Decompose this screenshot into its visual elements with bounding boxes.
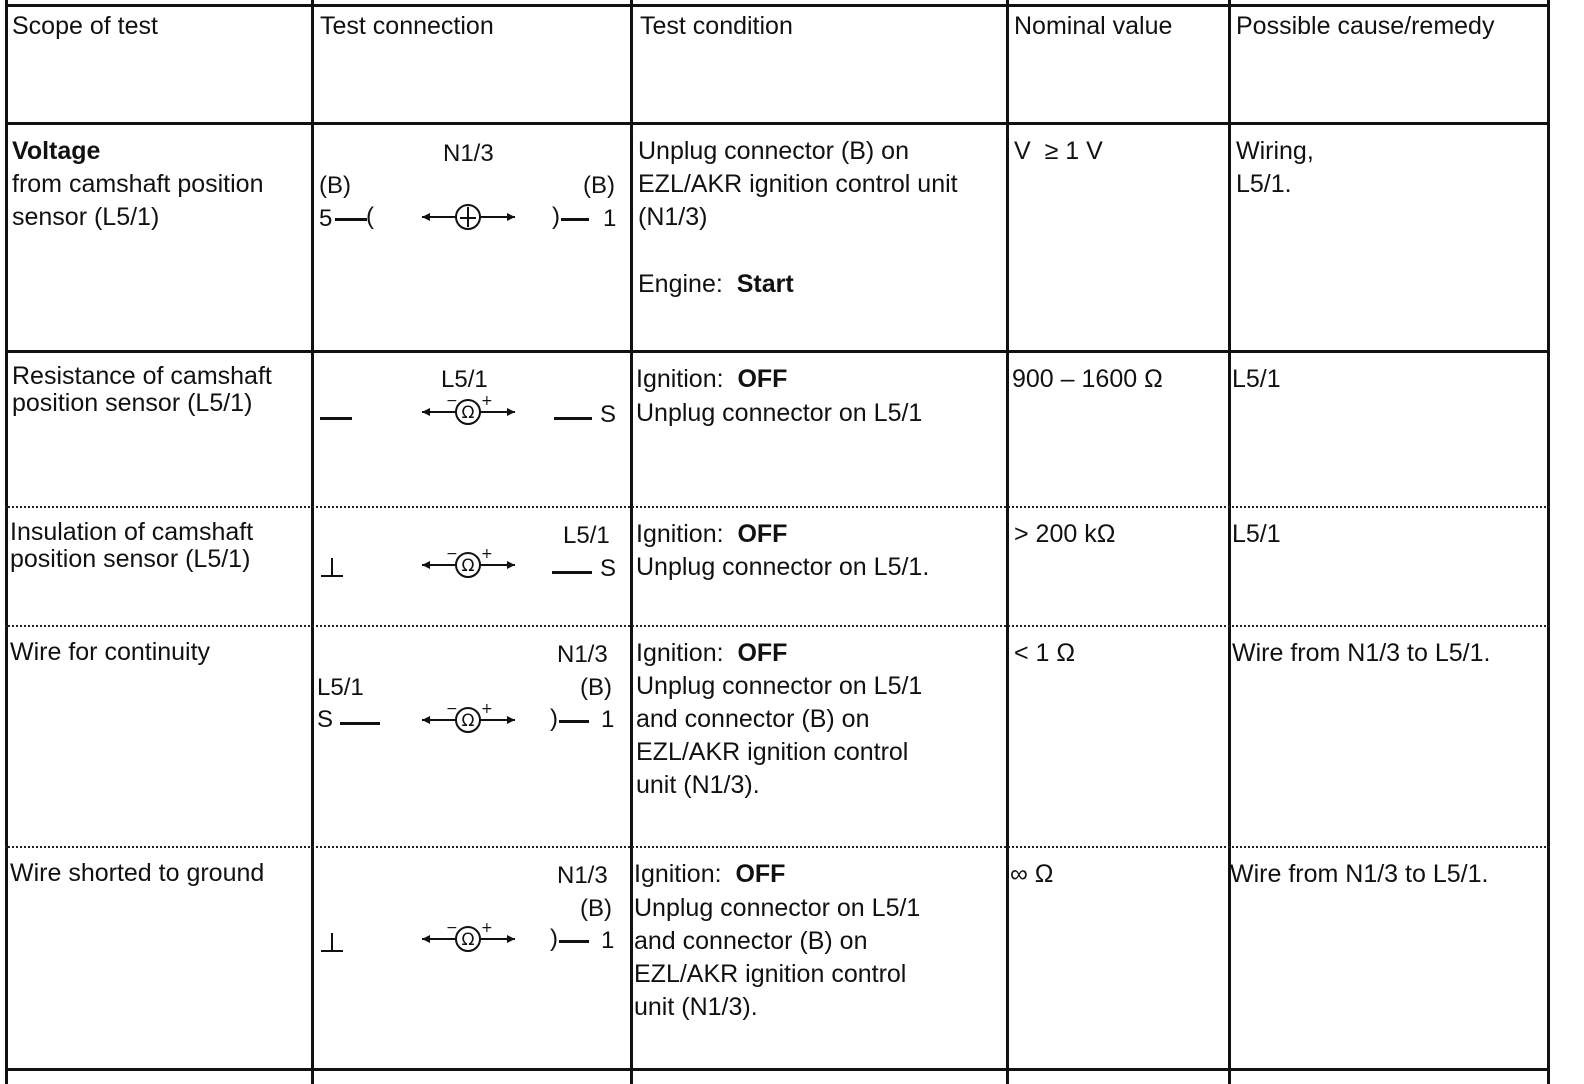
engine-label: Engine: bbox=[638, 270, 723, 298]
row-divider-1 bbox=[5, 350, 1550, 353]
table-border-top bbox=[5, 4, 1550, 7]
condition-line: Unplug connector (B) on bbox=[638, 137, 909, 165]
cause-line: Wire from N1/3 to L5/1. bbox=[1232, 639, 1491, 667]
engine-value: Start bbox=[736, 270, 794, 298]
connection-left-label: L5/1 bbox=[317, 674, 364, 701]
condition-line: and connector (B) on bbox=[636, 705, 870, 733]
header-nominal: Nominal value bbox=[1014, 12, 1173, 40]
connection-right-pin: S bbox=[600, 555, 617, 582]
ignition-value: OFF bbox=[737, 520, 788, 548]
condition-line: Unplug connector on L5/1 bbox=[636, 399, 923, 427]
cause-line: L5/1. bbox=[1236, 170, 1292, 198]
ohmmeter-icon bbox=[420, 395, 540, 429]
table-border-right bbox=[1547, 0, 1550, 1084]
connection-right-pin: 1 bbox=[603, 205, 617, 232]
nominal-value: 900 – 1600 Ω bbox=[1012, 365, 1163, 393]
column-divider-1 bbox=[311, 0, 314, 1084]
svg-text:+: + bbox=[481, 395, 493, 409]
cause-line: Wire from N1/3 to L5/1. bbox=[1230, 860, 1489, 888]
condition-line: unit (N1/3). bbox=[636, 771, 760, 799]
left-wire bbox=[335, 218, 367, 221]
row-divider-4 bbox=[5, 846, 1550, 848]
condition-ignition bbox=[636, 363, 787, 396]
nominal-value: < 1 Ω bbox=[1014, 639, 1076, 667]
condition-line: EZL/AKR ignition control unit bbox=[638, 170, 958, 198]
cause-line: Wiring, bbox=[1236, 137, 1314, 165]
connection-top-label: L5/1 bbox=[441, 366, 488, 393]
condition-ignition bbox=[636, 637, 787, 670]
scope-line: position sensor (L5/1) bbox=[10, 545, 251, 573]
ignition-label: Ignition: bbox=[636, 365, 724, 393]
svg-text:+: + bbox=[481, 922, 493, 936]
scope-line: from camshaft position bbox=[12, 170, 264, 198]
scope-line: sensor (L5/1) bbox=[12, 203, 160, 231]
scope-line: Resistance of camshaft bbox=[12, 362, 272, 390]
ignition-label: Ignition: bbox=[636, 639, 724, 667]
svg-text:Ω: Ω bbox=[461, 556, 475, 576]
svg-text:−: − bbox=[446, 395, 458, 409]
condition-ignition bbox=[634, 858, 785, 891]
left-socket-symbol: ( bbox=[366, 203, 374, 230]
scope-title: Voltage bbox=[12, 137, 101, 165]
right-plug-symbol: ) bbox=[550, 925, 558, 952]
right-wire bbox=[561, 218, 589, 221]
ignition-value: OFF bbox=[737, 639, 788, 667]
ignition-value: OFF bbox=[735, 860, 786, 888]
nominal-value: > 200 kΩ bbox=[1014, 520, 1116, 548]
connection-left-pin: S bbox=[317, 706, 334, 733]
connection-right-label: L5/1 bbox=[563, 522, 610, 549]
left-terminal bbox=[320, 417, 352, 420]
header-connection: Test connection bbox=[320, 12, 494, 40]
header-condition: Test condition bbox=[640, 12, 793, 40]
svg-text:+: + bbox=[481, 548, 493, 562]
condition-line: EZL/AKR ignition control bbox=[636, 738, 909, 766]
column-divider-3 bbox=[1006, 0, 1009, 1084]
ignition-label: Ignition: bbox=[634, 860, 722, 888]
ignition-value: OFF bbox=[737, 365, 788, 393]
svg-text:−: − bbox=[446, 703, 458, 717]
connection-right-pin: 1 bbox=[601, 706, 615, 733]
scope-line: Wire for continuity bbox=[10, 638, 211, 666]
column-divider-2 bbox=[630, 0, 633, 1084]
voltmeter-icon bbox=[420, 200, 540, 234]
table-border-left bbox=[5, 0, 8, 1084]
right-wire bbox=[559, 720, 589, 723]
nominal-value: ∞ Ω bbox=[1010, 860, 1054, 888]
ohmmeter-icon bbox=[420, 548, 540, 582]
row-divider-3 bbox=[5, 625, 1550, 627]
connection-top-label: N1/3 bbox=[443, 140, 494, 167]
condition-line: and connector (B) on bbox=[634, 927, 868, 955]
header-cause: Possible cause/remedy bbox=[1236, 12, 1495, 40]
right-terminal bbox=[552, 571, 592, 574]
connection-right-top-label: N1/3 bbox=[557, 862, 608, 889]
ohmmeter-icon bbox=[420, 922, 540, 956]
row-divider-2 bbox=[5, 506, 1550, 508]
condition-engine bbox=[638, 268, 794, 301]
condition-line: Unplug connector on L5/1. bbox=[636, 553, 930, 581]
column-divider-4 bbox=[1228, 0, 1231, 1084]
svg-text:−: − bbox=[446, 922, 458, 936]
right-wire bbox=[559, 940, 589, 943]
svg-text:Ω: Ω bbox=[461, 403, 475, 423]
condition-line: Unplug connector on L5/1 bbox=[636, 672, 923, 700]
ground-symbol bbox=[321, 933, 343, 953]
cause-line: L5/1 bbox=[1232, 520, 1281, 548]
svg-text:Ω: Ω bbox=[461, 711, 475, 731]
cause-line: L5/1 bbox=[1232, 365, 1281, 393]
connection-right-label: (B) bbox=[580, 674, 612, 701]
table-border-bottom bbox=[5, 1068, 1550, 1071]
condition-line: unit (N1/3). bbox=[634, 993, 758, 1021]
nominal-value: V ≥ 1 V bbox=[1014, 137, 1103, 165]
left-terminal bbox=[340, 722, 380, 725]
scope-line: position sensor (L5/1) bbox=[12, 389, 253, 417]
right-plug-symbol: ) bbox=[550, 705, 558, 732]
svg-text:−: − bbox=[446, 548, 458, 562]
connection-right-label: (B) bbox=[580, 895, 612, 922]
connection-left-label: (B) bbox=[319, 172, 351, 199]
svg-text:+: + bbox=[481, 703, 493, 717]
scope-line: Insulation of camshaft bbox=[10, 518, 254, 546]
condition-line: Unplug connector on L5/1 bbox=[634, 894, 921, 922]
condition-line: (N1/3) bbox=[638, 203, 708, 231]
header-divider bbox=[5, 122, 1550, 125]
connection-right-pin: 1 bbox=[601, 927, 615, 954]
svg-text:Ω: Ω bbox=[461, 930, 475, 950]
right-terminal bbox=[554, 417, 592, 420]
connection-right-top-label: N1/3 bbox=[557, 641, 608, 668]
condition-line: EZL/AKR ignition control bbox=[634, 960, 907, 988]
ohmmeter-icon bbox=[420, 703, 540, 737]
connection-left-pin: 5 bbox=[319, 205, 333, 232]
ground-symbol bbox=[321, 558, 343, 578]
connection-right-pin: S bbox=[600, 401, 617, 428]
condition-ignition bbox=[636, 518, 787, 551]
header-scope: Scope of test bbox=[12, 12, 158, 40]
scope-line: Wire shorted to ground bbox=[10, 859, 265, 887]
connection-right-label: (B) bbox=[583, 172, 615, 199]
right-plug-symbol: ) bbox=[552, 203, 560, 230]
ignition-label: Ignition: bbox=[636, 520, 724, 548]
